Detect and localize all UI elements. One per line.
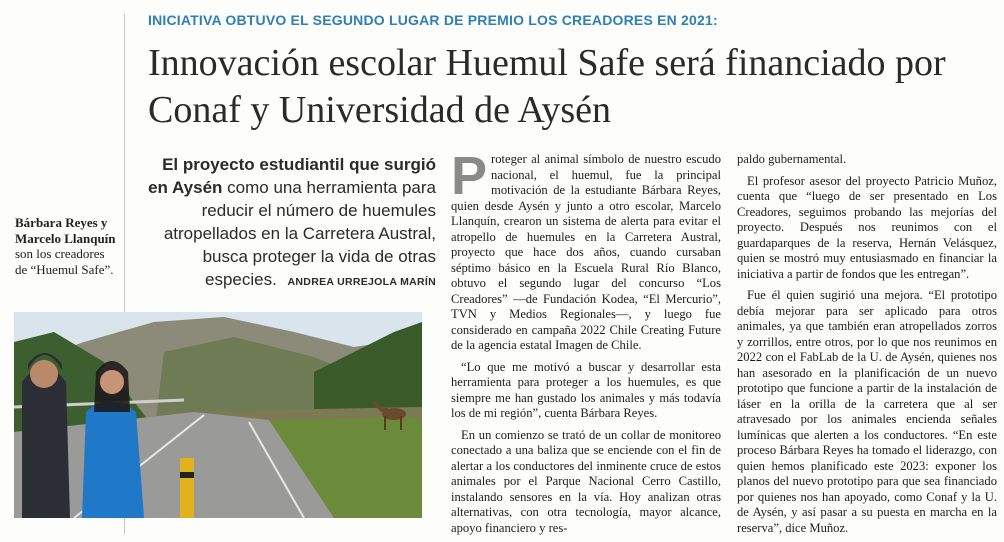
- photo-caption: [15, 215, 119, 277]
- dropcap: P: [451, 146, 488, 206]
- caption-text: son los creadores de “Huemul Safe”.: [15, 246, 114, 277]
- paragraph: El profesor asesor del proyecto Patricio Muñoz, cuenta que “luego de ser presentado en Los Creadores, seguimos probando las mejorías del proyecto. Después nos reunimos con el guardaparques de la reserva, Hernán Velásquez, quien se mostró muy entusiasmado en financiar la iniciativa a partir de fondos que les entregan”.: [737, 173, 997, 281]
- byline: ANDREA URREJOLA MARÍN: [287, 276, 436, 288]
- paragraph: “Lo que me motivó a buscar y desarrollar esta herramienta para proteger a los huemules, es que siempre me han gustado los animales y más todavía los de mi región”, cuenta Bárbara Reyes.: [451, 359, 721, 420]
- paragraph: paldo gubernamental.: [737, 152, 847, 166]
- article-photo: [14, 312, 422, 518]
- lede-text: como una herramienta para reducir el número de huemules atropellados en la Carretera Austral, busca proteger la vida de otras especies.: [163, 178, 436, 289]
- photo-illustration: [14, 312, 422, 518]
- paragraph: En un comienzo se trató de un collar de monitoreo conectado a una baliza que se enciende con el fin de alertar a los conductores del inminente cruce de estos animales por el Parque Nacional Cerro Castillo, instalando sensores en la vía. Hoy analizan otras alternativas, con otra tecnología, mayor alcance, apoyo financiero y res-: [451, 427, 721, 535]
- article-lede: [148, 153, 436, 294]
- paragraph-text: roteger al animal símbolo de nuestro escudo nacional, el huemul, fue la principal motivación de la estudiante Bárbara Reyes, quien desde Aysén y junto a otro escolar, Marcelo Llanquín, crearon un sistema de alerta para evitar el atropello de huemules en la Carretera Austral, proyecto que hace dos años, cuando cursaban séptimo básico en la Escuela Rural Río Blanco, obtuvo el segundo lugar del concurso “Los Creadores” —de Fundación Kodea, “El Mercurio”, TVN y Medios Regionales—, y luego fue considerado en campaña 2022 Chile Creating Future de la agencia estatal Imagen de Chile.: [451, 152, 721, 352]
- paragraph: Fue él quien sugirió una mejora. “El prototipo debía mejorar para ser aplicado para otros animales, ya que también eran atropellados zorros y zorrillos, entre otros, por lo que nos reunimos en 2022 con el FabLab de la U. de Aysén, quienes nos han asesorado en la planificación de un nuevo prototipo que funcione a partir de la instalación de láser en la orilla de la carretera que al ser atravesado por los animales encienda señales lumínicas que alerten a los conductores. “En este proceso Bárbara Reyes ha tomado el liderazgo, con quien hemos planificado este 2023: exponer los planos del nuevo prototipo para que sea financiado por quienes nos han apoyado, como Conaf y la U. de Aysén, y así pasar a su puesta en marcha en la reserva”, dice Muñoz.: [737, 288, 997, 535]
- article-headline: Innovación escolar Huemul Safe será financiado por Conaf y Universidad de Aysén: [148, 42, 946, 131]
- article-column-1: [451, 146, 721, 542]
- paragraph: [451, 146, 721, 354]
- article-kicker: INICIATIVA OBTUVO EL SEGUNDO LUGAR DE PREMIO LOS CREADORES EN 2021:: [148, 12, 718, 28]
- caption-bold: Bárbara Reyes y Marcelo Llanquín: [15, 215, 116, 246]
- lede-bold: El proyecto estudiantil que surgió en Aysén: [148, 155, 436, 197]
- article-column-2: [737, 152, 997, 542]
